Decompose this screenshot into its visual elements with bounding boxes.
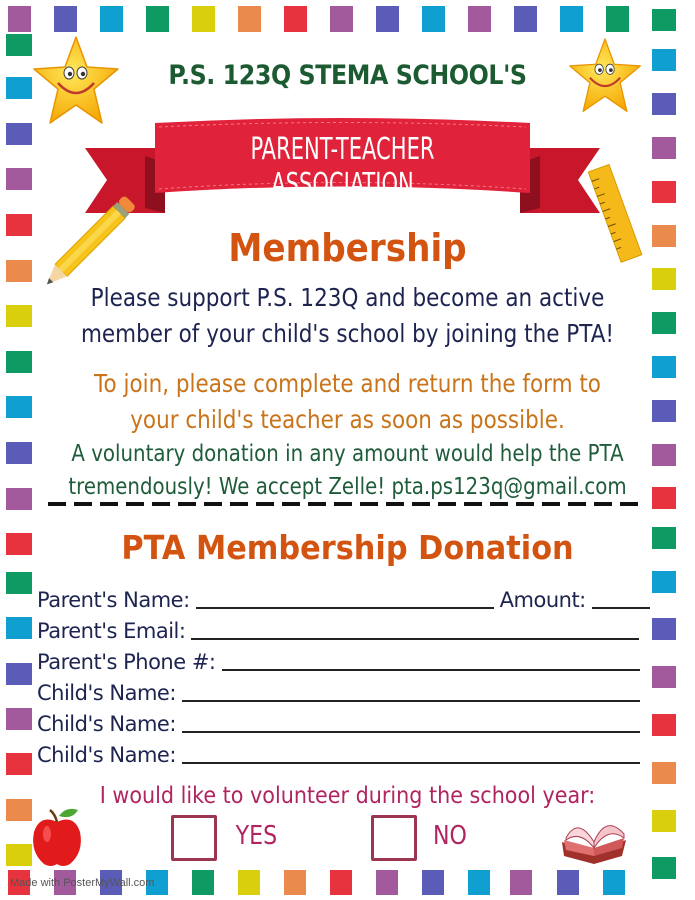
volunteer-no-checkbox[interactable] [371,815,417,861]
border-square [192,870,214,895]
amount-label: Amount: [499,588,586,612]
intro-text-line-2: member of your child's school by joining the PTA! [80,319,615,348]
border-square [8,6,31,32]
join-text-line-1: To join, please complete and return the form to [94,369,601,398]
border-square [652,400,676,422]
border-square [422,6,445,32]
child-name-label: Child's Name: [37,681,176,705]
border-square [284,870,306,895]
border-square [6,305,32,327]
child-name-label: Child's Name: [37,712,176,736]
parent-name-row [37,582,650,612]
child-name-field[interactable] [182,709,640,733]
border-square [192,6,215,32]
border-square [6,488,32,510]
border-square [652,857,676,879]
border-square [238,870,260,895]
border-square [652,268,676,290]
volunteer-prompt: I would like to volunteer during the school year: [99,783,596,809]
border-square [6,442,32,464]
border-square [652,181,676,203]
border-square [6,572,32,594]
volunteer-yes-label: YES [235,821,278,851]
border-square [652,666,676,688]
border-square [652,93,676,115]
border-square [6,260,32,282]
watermark: Made with PosterMyWall.com [10,877,155,889]
school-title: P.S. 123Q STEMA SCHOOL'S [168,60,527,91]
border-square [652,356,676,378]
border-square [6,351,32,373]
parent-email-row [37,613,639,643]
donation-text-line-2: tremendously! We accept Zelle! pta.ps123q@gmail.com [68,474,627,500]
border-square [652,714,676,736]
border-square [652,762,676,784]
child-name-row [37,737,640,767]
border-square [6,663,32,685]
border-square [6,396,32,418]
border-square [330,6,353,32]
border-square [6,168,32,190]
border-square [468,870,490,895]
border-square [6,753,32,775]
parent-name-label: Parent's Name: [37,588,190,612]
border-square [6,123,32,145]
apple-icon [30,806,84,868]
border-square [422,870,444,895]
border-square [100,6,123,32]
intro-text-line-1: Please support P.S. 123Q and become an active [90,283,605,312]
border-square [284,6,307,32]
border-square [330,870,352,895]
border-square [557,870,579,895]
border-square [6,34,32,56]
volunteer-yes-checkbox[interactable] [171,815,217,861]
border-square [652,137,676,159]
border-square [603,870,625,895]
parent-email-label: Parent's Email: [37,619,186,643]
border-square [6,214,32,236]
volunteer-no-label: NO [432,821,467,851]
border-square [376,6,399,32]
parent-phone-row [37,644,640,674]
parent-name-field[interactable] [196,585,494,609]
border-square [652,571,676,593]
donation-form-heading: PTA Membership Donation [121,528,574,567]
banner-title: PARENT-TEACHER ASSOCIATION [250,132,435,202]
border-square [652,49,676,71]
border-square [6,617,32,639]
border-square [652,618,676,640]
border-square [6,708,32,730]
parent-email-field[interactable] [191,616,639,640]
parent-phone-field[interactable] [222,647,640,671]
border-square [514,6,537,32]
border-square [468,6,491,32]
border-square [606,6,629,32]
border-square [6,799,32,821]
border-square [54,6,77,32]
child-name-field[interactable] [182,678,640,702]
child-name-row [37,706,640,736]
border-square [238,6,261,32]
join-text-line-2: your child's teacher as soon as possible. [130,405,565,434]
border-square [652,444,676,466]
border-square [146,6,169,32]
border-square [6,77,32,99]
donation-text-line-1: A voluntary donation in any amount would help the PTA [71,441,624,467]
child-name-field[interactable] [182,740,640,764]
border-square [376,870,398,895]
border-square [652,810,676,832]
cut-line-divider [48,502,638,506]
border-square [652,9,676,31]
border-square [560,6,583,32]
book-icon [558,812,630,864]
parent-phone-label: Parent's Phone #: [37,650,216,674]
membership-heading: Membership [228,226,467,270]
child-name-row [37,675,640,705]
border-square [652,312,676,334]
border-square [6,844,32,866]
border-square [510,870,532,895]
amount-field[interactable] [592,585,650,609]
border-square [652,487,676,509]
child-name-label: Child's Name: [37,743,176,767]
